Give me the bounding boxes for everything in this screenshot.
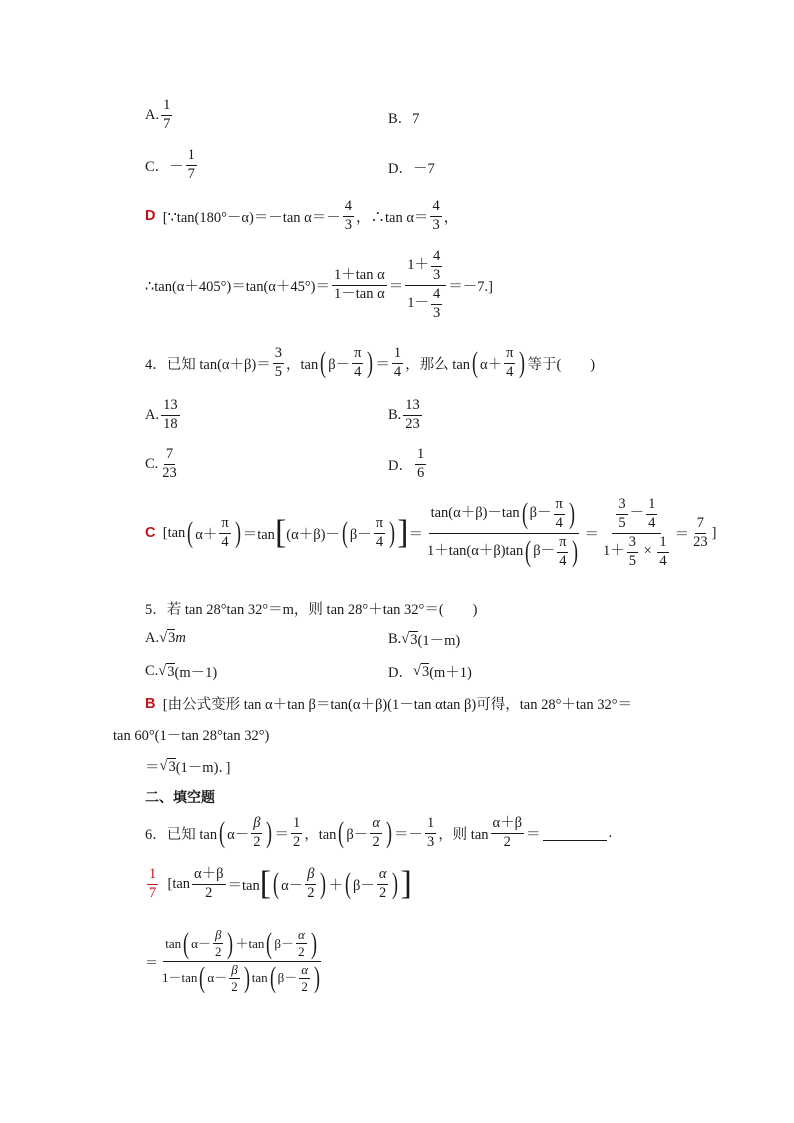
option-d-q5: D． √ 3 (m＋1) (388, 663, 472, 681)
solution-3-line2: ∴tan(α＋405°)＝tan(α＋45°)＝ $\frac{\text{1＋tan α}}{\text{1－tan α}}$ ＝ 1＋ $\frac{4}{3}$ 1－ $\frac{4}{3}$ ＝－7.] (145, 248, 493, 321)
solution-3-line1: D [∵tan(180°－α)＝－tan α＝－ $\frac{4}{3}$ ，∴tan α＝ $\frac{4}{3}$ ， (145, 198, 459, 233)
option-c-q5: C. √ 3 (m－1) (145, 663, 218, 681)
answer-value: $\frac{1}{7}$ (149, 866, 157, 901)
answer-blank[interactable] (543, 826, 607, 841)
solution-5-line1: B [由公式变形 tan α＋tan β＝tan(α＋β)(1－tan αtan β)可得，tan 28°＋tan 32°＝ (145, 695, 633, 713)
solution-5-line3: ＝ √ 3 (1－m)．] (145, 758, 231, 776)
solution-4: C [tan ( α＋ $\frac{\pi}{4}$ ) ＝tan [ (α＋β)－ ( β－ $\frac{\pi}{4}$ ) ] ＝ tan(α＋β)－tan ( β－ $\frac{\pi}{4}$ ) 1＋tan(α＋β)tan ( β－ $\frac{\pi}{4}$ ) ＝ $\frac{3}{5}$ － $\frac{1}{4}$ 1＋ $\frac{3}{5}$ × $\frac{1}{4}$ ＝ $\frac{7}{23}$ ] (145, 496, 717, 569)
section-heading: 二、填空题 (145, 790, 215, 806)
option-a-q4: A. $\frac{13}{18}$ (145, 397, 178, 432)
option-a-q5: A. √ 3 m (145, 629, 186, 646)
answer-letter: D (145, 208, 156, 225)
option-d-prev: D．－7 (388, 161, 435, 177)
option-c-prev: C．－ $\frac{1}{7}$ (145, 147, 195, 182)
solution-6-line1: $\frac{1}{7}$ [tan $\frac{\alpha+\beta}{2}$ ＝tan [ ( α－ $\frac{\beta}{2}$ ) ＋ ( β－ $\frac{\alpha}{2}$ ) ] (149, 865, 412, 903)
option-b-q5: B. √ 3 (1－m) (388, 631, 461, 649)
question-4-stem: 4．已知 tan(α＋β)＝ $\frac{3}{5}$ ，tan ( β－ $\frac{\pi}{4}$ ) ＝ $\frac{1}{4}$ ，那么 tan ( α＋ $\frac{\pi}{4}$ ) 等于( ) (145, 345, 596, 380)
option-b-q4: B. $\frac{13}{23}$ (388, 397, 420, 432)
solution-5-line2: tan 60°(1－tan 28°tan 32°) (113, 728, 270, 744)
option-c-q4: C. $\frac{7}{23}$ (145, 446, 177, 481)
solution-6-line2: ＝ tan ( α－ $\frac{\beta}{2}$ ) ＋ tan ( β－ $\frac{\alpha}{2}$ ) 1－tan ( α－ $\frac{\beta}{2}$ ) tan ( β－ $\frac{\alpha}{2}$ ) (145, 926, 321, 995)
option-b-prev: B．7 (388, 111, 420, 127)
answer-letter: B (145, 695, 156, 712)
answer-letter: C (145, 525, 156, 542)
option-a-prev: A. $\frac{1}{7}$ (145, 97, 171, 132)
option-d-q4: D． $\frac{1}{6}$ (388, 446, 425, 481)
question-5-stem: 5．若 tan 28°tan 32°＝m，则 tan 28°＋tan 32°＝( ) (145, 602, 478, 618)
question-6-stem: 6．已知 tan ( α－ $\frac{\beta}{2}$ ) ＝ $\frac{1}{2}$ ，tan ( β－ $\frac{\alpha}{2}$ ) ＝－ $\frac{1}{3}$ ，则 tan $\frac{\alpha+\beta}{2}$ ＝ . (145, 815, 613, 850)
